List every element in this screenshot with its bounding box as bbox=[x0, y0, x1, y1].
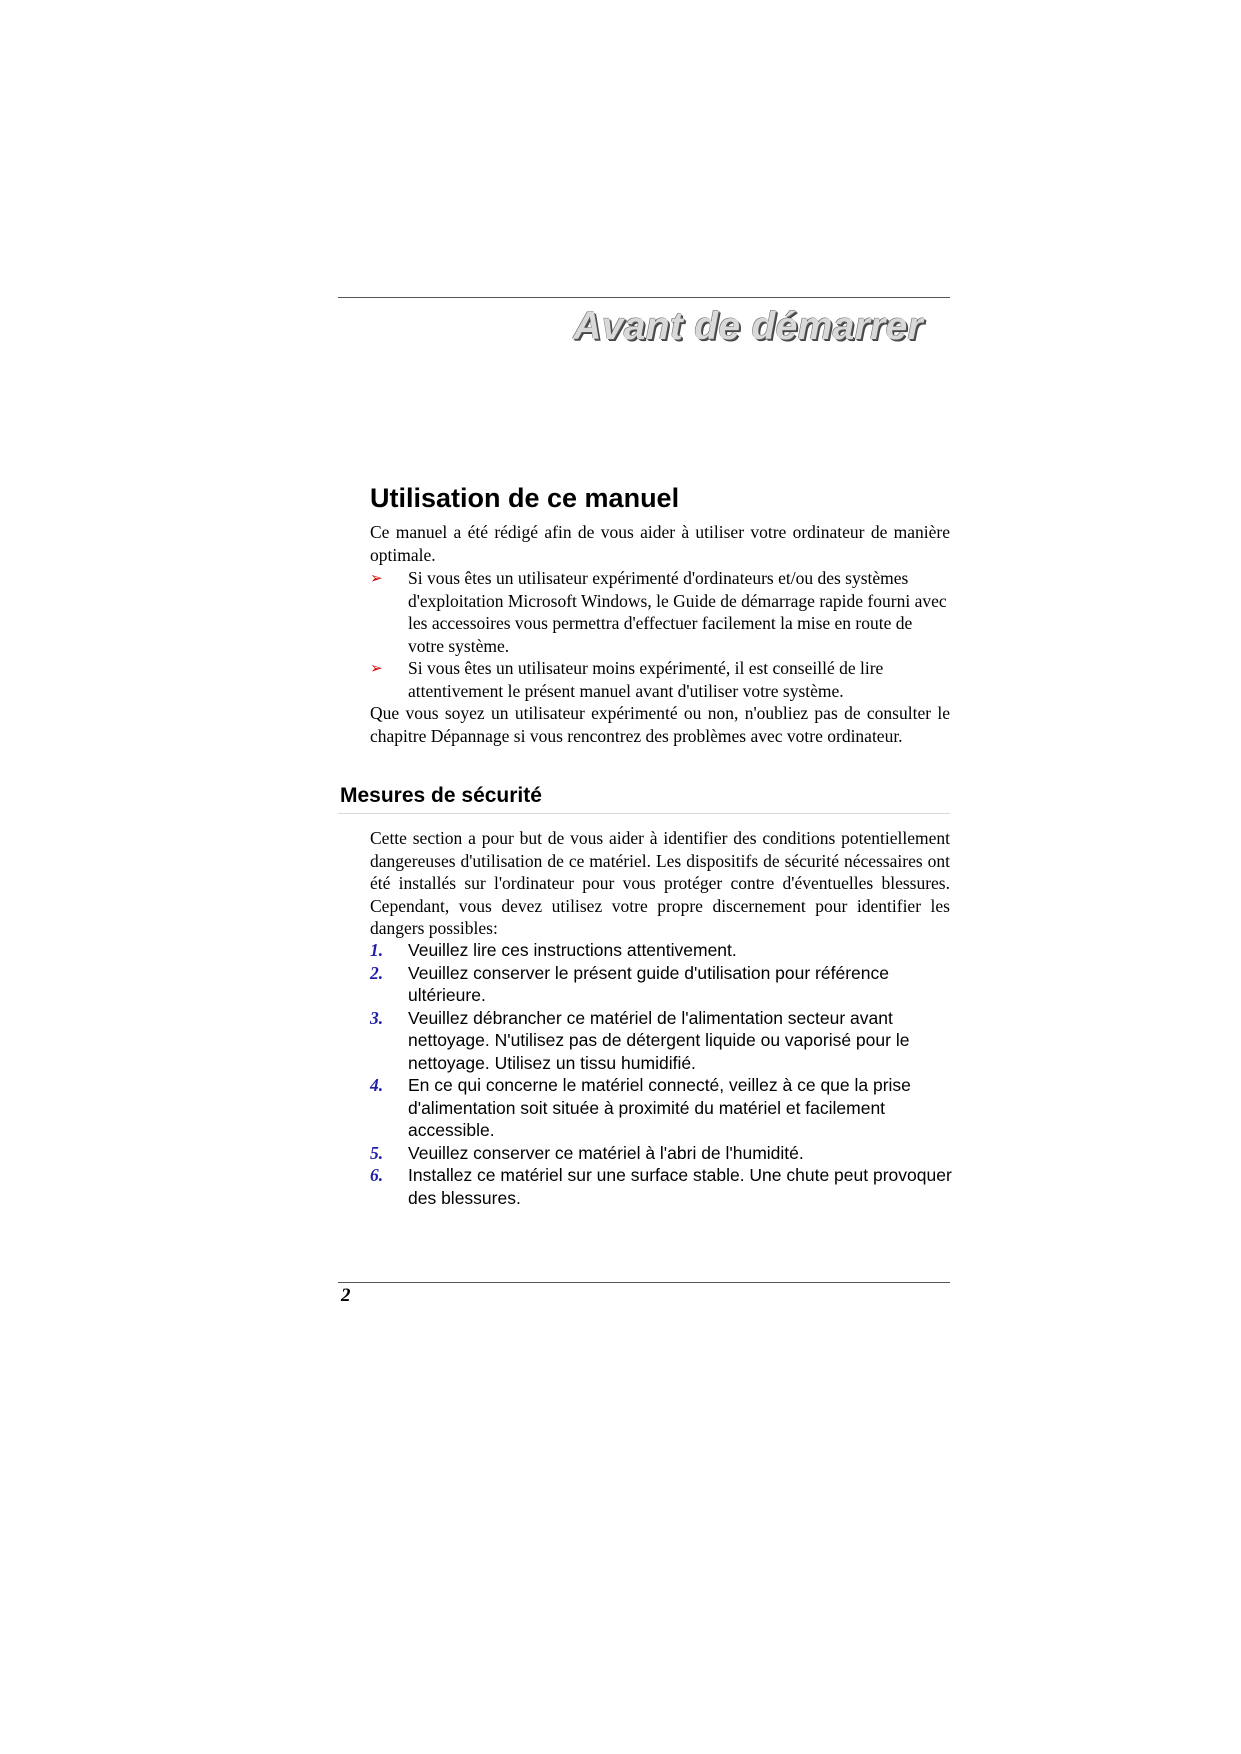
bullet-text: Si vous êtes un utilisateur expérimenté d'ordinateurs et/ou des systèmes d'exploitation Microsoft Windows, le Guide de démarrage rapide fourni avec les accessoires vous permettra d'effectuer facilement la mise en route de votre système. bbox=[408, 568, 947, 656]
arrow-bullet-icon: ➢ bbox=[370, 569, 383, 587]
list-number: 5. bbox=[370, 1142, 384, 1163]
section-heading-safety: Mesures de sécurité bbox=[340, 784, 542, 807]
item-text: Installez ce matériel sur une surface stable. Une chute peut provoquer des blessures. bbox=[408, 1165, 952, 1208]
header-rule bbox=[338, 297, 950, 298]
item-text: Veuillez conserver ce matériel à l'abri de l'humidité. bbox=[408, 1142, 804, 1163]
page-number: 2 bbox=[341, 1285, 351, 1306]
list-number: 2. bbox=[370, 962, 384, 983]
list-number: 6. bbox=[370, 1165, 384, 1185]
manual-bullet-list bbox=[370, 567, 950, 702]
section-rule bbox=[338, 813, 950, 814]
item-text: Veuillez lire ces instructions attentivement. bbox=[408, 940, 737, 960]
list-number: 3. bbox=[370, 1007, 384, 1028]
item-text: Veuillez conserver le présent guide d'utilisation pour référence ultérieure. bbox=[408, 962, 889, 1005]
list-item bbox=[370, 657, 950, 702]
manual-intro-paragraph: Ce manuel a été rédigé afin de vous aider à utiliser votre ordinateur de manière optimale. bbox=[370, 522, 950, 565]
chapter-title: Avant de démarrer bbox=[573, 305, 923, 348]
item-text: En ce qui concerne le matériel connecté, veillez à ce que la prise d'alimentation soit située à proximité du matériel et facilement accessible. bbox=[408, 1075, 911, 1140]
safety-intro-paragraph: Cette section a pour but de vous aider à identifier des conditions potentiellement dangereuses d'utilisation de ce matériel. Les dispositifs de sécurité nécessaires ont été installés sur l'ordinateur pour vous protéger contre d'éventuelles blessures. Cependant, vous devez utilisez votre propre discernement pour identifier les dangers possibles: bbox=[370, 828, 950, 938]
manual-outro-paragraph: Que vous soyez un utilisateur expérimenté ou non, n'oubliez pas de consulter le chapitre Dépannage si vous rencontrez des problèmes avec votre ordinateur. bbox=[370, 703, 950, 746]
list-item bbox=[370, 1074, 960, 1142]
section-heading-manual: Utilisation de ce manuel bbox=[370, 483, 680, 513]
arrow-bullet-icon: ➢ bbox=[370, 659, 383, 677]
list-item bbox=[370, 1164, 960, 1209]
bullet-text: Si vous êtes un utilisateur moins expérimenté, il est conseillé de lire attentivement le présent manuel avant d'utiliser votre système. bbox=[408, 658, 884, 701]
list-item bbox=[370, 567, 950, 657]
footer-rule bbox=[338, 1282, 950, 1283]
list-item bbox=[370, 1142, 960, 1165]
list-item bbox=[370, 1007, 960, 1075]
list-number: 4. bbox=[370, 1075, 384, 1095]
list-item bbox=[370, 962, 960, 1007]
list-number: 1. bbox=[370, 940, 384, 960]
item-text: Veuillez débrancher ce matériel de l'alimentation secteur avant nettoyage. N'utilisez pas de détergent liquide ou vaporisé pour le nettoyage. Utilisez un tissu humidifié. bbox=[408, 1007, 910, 1073]
list-item bbox=[370, 939, 960, 962]
safety-numbered-list bbox=[370, 939, 960, 1209]
